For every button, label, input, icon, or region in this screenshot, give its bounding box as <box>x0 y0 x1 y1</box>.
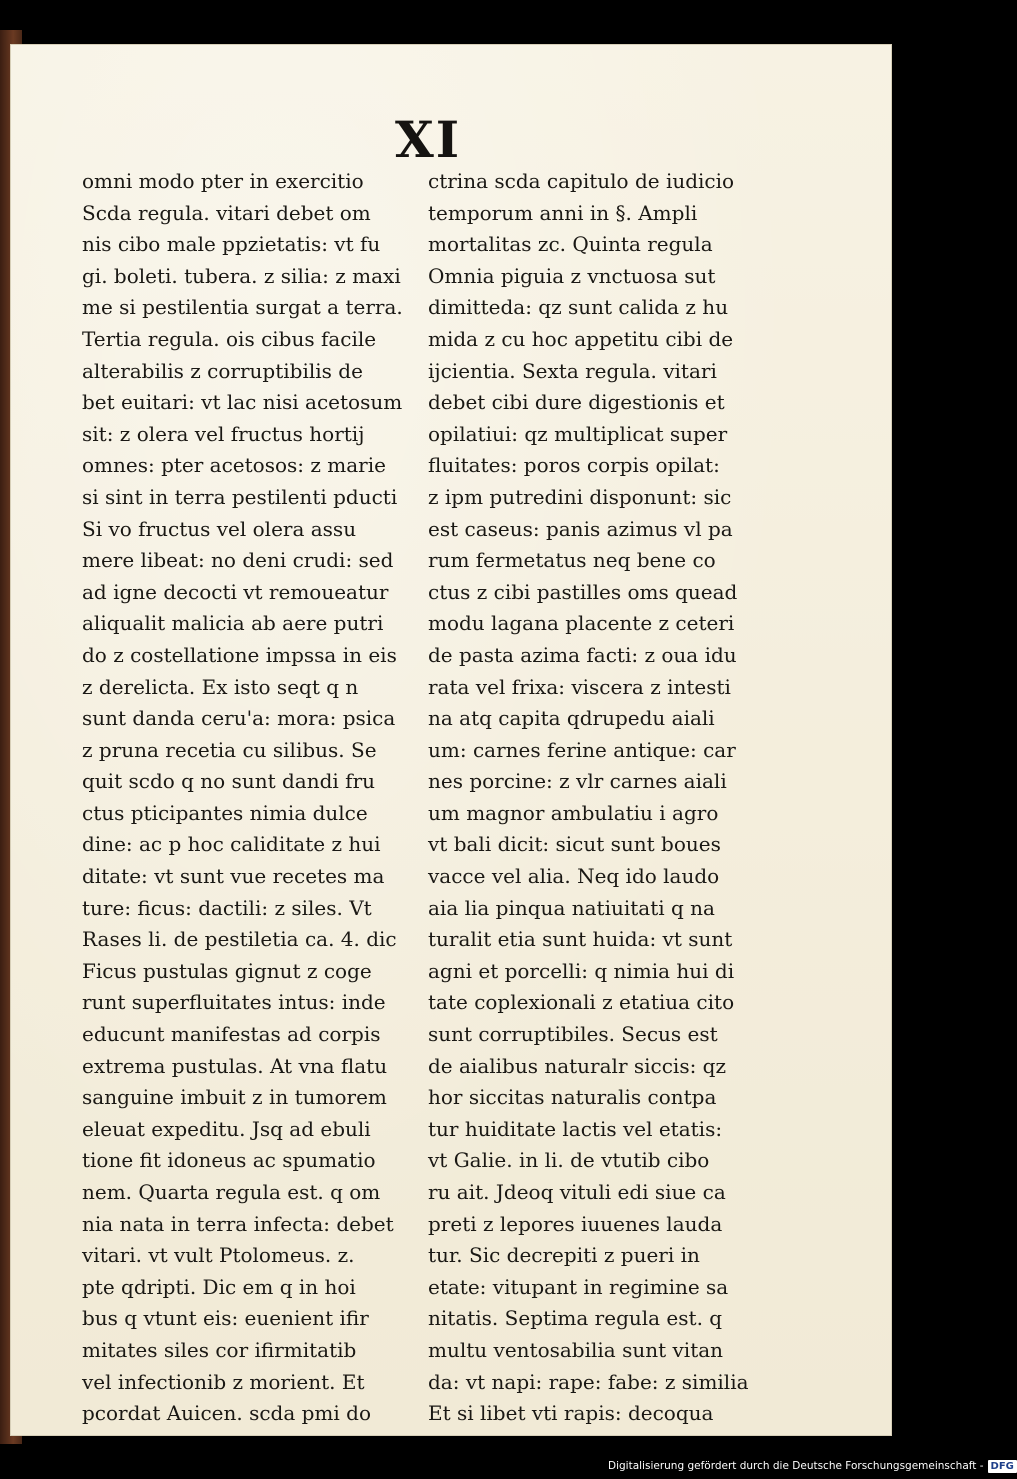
text-line: sit: z olera vel fructus hortij <box>82 421 365 446</box>
text-line: agni et porcelli: q nimia hui di <box>428 958 735 983</box>
text-line: pte qdripti. Dic em q in hoi <box>82 1274 356 1299</box>
text-line: omnes: pter acetosos: z marie <box>82 453 386 478</box>
text-line: pcordat Auicen. scda pmi do <box>82 1401 371 1426</box>
text-line: etate: vitupant in regimine sa <box>428 1274 729 1299</box>
text-line: omni modo pter in exercitio <box>82 169 364 193</box>
text-line: quit scdo q no sunt dandi fru <box>82 769 376 794</box>
text-line: Ficus pustulas gignut z coge <box>82 958 372 983</box>
right-text-column <box>428 166 778 1430</box>
text-line: tione fit idoneus ac spumatio <box>82 1148 376 1173</box>
text-line: da: vt napi: rape: fabe: z similia <box>428 1369 749 1394</box>
text-line: vt Galie. in li. de vtutib cibo <box>428 1148 710 1173</box>
text-line: rum fermetatus neq bene co <box>428 548 716 573</box>
text-line: ru ait. Jdeoq vituli edi siue ca <box>428 1180 726 1204</box>
text-line: ctus z cibi pastilles oms quead <box>428 579 738 604</box>
text-line: tate coplexionali z etatiua cito <box>428 990 735 1015</box>
text-line: sunt corruptibiles. Secus est <box>428 1022 718 1047</box>
text-line: extrema pustulas. At vna flatu <box>82 1053 388 1078</box>
text-line: vel infectionib z morient. Et <box>82 1369 365 1394</box>
text-line: de pasta azima facti: z oua idu <box>428 642 737 667</box>
text-line: educunt manifestas ad corpis <box>82 1022 381 1047</box>
text-line: um: carnes ferine antique: car <box>428 737 736 762</box>
text-line: vt bali dicit: sicut sunt boues <box>428 832 721 857</box>
text-line: z ipm putredini disponunt: sic <box>428 484 732 509</box>
text-line: preti z lepores iuuenes lauda <box>428 1211 723 1236</box>
text-line: mitates siles cor ifirmitatib <box>82 1337 357 1362</box>
text-line: turalit etia sunt huida: vt sunt <box>428 927 733 952</box>
text-line: mere libeat: no deni crudi: sed <box>82 548 394 573</box>
digitization-credit <box>608 1458 1017 1474</box>
text-line: rata vel frixa: viscera z intesti <box>428 674 731 699</box>
text-line: z pruna recetia cu silibus. Se <box>82 737 377 762</box>
text-line: sanguine imbuit z in tumorem <box>82 1085 387 1110</box>
text-line: temporum anni in §. Ampli <box>428 200 698 225</box>
text-line: Scda regula. vitari debet om <box>82 200 371 225</box>
text-line: aliqualit malicia ab aere putri <box>82 611 384 636</box>
text-line: um magnor ambulatiu i agro <box>428 800 719 825</box>
text-line: fluitates: poros corpis opilat: <box>428 453 720 478</box>
text-line: eleuat expeditu. Jsq ad ebuli <box>82 1116 371 1141</box>
text-line: mortalitas zc. Quinta regula <box>428 232 713 257</box>
text-line: alterabilis z corruptibilis de <box>82 358 363 383</box>
text-line: do z costellatione impssa in eis <box>82 642 397 667</box>
text-line: nes porcine: z vlr carnes aiali <box>428 769 727 794</box>
text-line: opilatiui: qz multiplicat super <box>428 421 728 446</box>
text-line: ditate: vt sunt vue recetes ma <box>82 864 385 889</box>
text-line: tur. Sic decrepiti z pueri in <box>428 1243 700 1268</box>
text-line: dimitteda: qz sunt calida z hu <box>428 295 729 320</box>
text-line: Et si libet vti rapis: decoqua <box>428 1401 714 1426</box>
text-line: si sint in terra pestilenti pducti <box>82 484 398 509</box>
text-line: multu ventosabilia sunt vitan <box>428 1337 724 1362</box>
text-line: nis cibo male ppzietatis: vt fu <box>82 232 381 257</box>
text-line: vacce vel alia. Neq ido laudo <box>428 864 720 889</box>
text-line: nitatis. Septima regula est. q <box>428 1306 723 1331</box>
text-line: Si vo fructus vel olera assu <box>82 516 357 541</box>
text-line: Rases li. de pestiletia ca. 4. dic <box>82 927 397 952</box>
text-line: nem. Quarta regula est. q om <box>82 1180 381 1204</box>
text-line: ture: ficus: dactili: z siles. Vt <box>82 895 372 920</box>
text-line: ijcientia. Sexta regula. vitari <box>428 358 717 383</box>
text-line: bus q vtunt eis: euenient ifir <box>82 1306 369 1331</box>
text-line: me si pestilentia surgat a terra. <box>82 295 403 320</box>
text-line: est caseus: panis azimus vl pa <box>428 516 733 541</box>
left-text-column <box>82 166 412 1430</box>
text-line: hor siccitas naturalis contpa <box>428 1085 717 1110</box>
text-line: de aialibus naturalr siccis: qz <box>428 1053 727 1078</box>
text-line: runt superfluitates intus: inde <box>82 990 386 1015</box>
book-page <box>10 44 892 1436</box>
text-line: z derelicta. Ex isto seqt q n <box>82 674 359 699</box>
text-line: Tertia regula. ois cibus facile <box>82 326 377 351</box>
text-line: nia nata in terra infecta: debet <box>82 1211 394 1236</box>
folio-number: XI <box>395 110 462 169</box>
text-line: vitari. vt vult Ptolomeus. z. <box>82 1243 355 1268</box>
text-line: na atq capita qdrupedu aiali <box>428 706 715 731</box>
text-line: ctrina scda capitulo de iudicio <box>428 169 735 193</box>
text-line: bet euitari: vt lac nisi acetosum <box>82 390 403 415</box>
text-line: debet cibi dure digestionis et <box>428 390 725 415</box>
text-line: mida z cu hoc appetitu cibi de <box>428 326 734 351</box>
text-line: ctus pticipantes nimia dulce <box>82 800 368 825</box>
text-line: tur huiditate lactis vel etatis: <box>428 1116 723 1141</box>
text-line: aia lia pinqua natiuitati q na <box>428 895 715 920</box>
dfg-logo: DFG <box>988 1460 1017 1473</box>
text-line: modu lagana placente z ceteri <box>428 611 735 636</box>
text-line: Omnia piguia z vnctuosa sut <box>428 263 716 288</box>
text-line: gi. boleti. tubera. z silia: z maxi <box>82 263 401 288</box>
text-line: sunt danda ceru'a: mora: psica <box>82 706 396 731</box>
text-line: dine: ac p hoc caliditate z hui <box>82 832 381 857</box>
credit-text: Digitalisierung gefördert durch die Deutsche Forschungsgemeinschaft - <box>608 1460 984 1472</box>
text-line: ad igne decocti vt remoueatur <box>82 579 389 604</box>
